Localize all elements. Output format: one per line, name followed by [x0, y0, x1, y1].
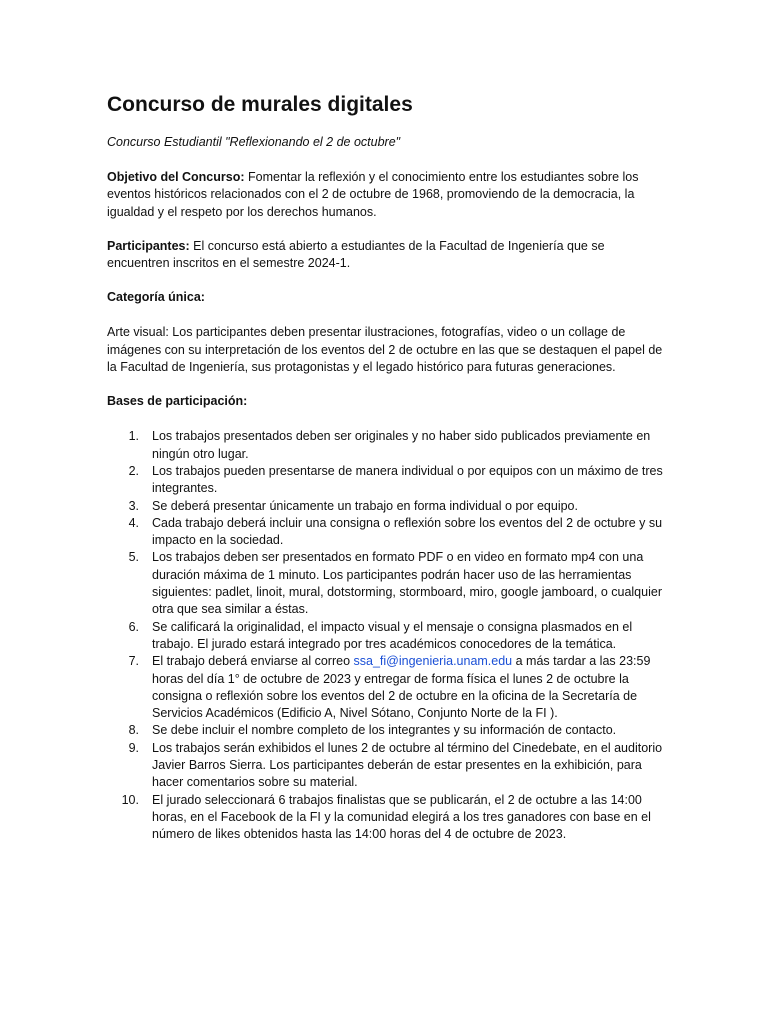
- list-item-number: 7.: [128, 654, 139, 669]
- list-item-text: Los trabajos pueden presentarse de manera individual o por equipos con un máximo de tres integrantes.: [152, 463, 663, 496]
- list-item-text: Se debe incluir el nombre completo de los integrantes y su información de contacto.: [152, 723, 617, 738]
- list-item: [107, 792, 668, 844]
- list-item-text: Se deberá presentar únicamente un trabajo en forma individual o por equipo.: [152, 498, 578, 513]
- list-item-number: 4.: [128, 515, 139, 530]
- list-item: [107, 498, 668, 515]
- email-link[interactable]: ssa_fi@ingenieria.unam.edu: [353, 654, 513, 669]
- objective-label: Objetivo del Concurso:: [107, 170, 245, 184]
- participants-text: El concurso está abierto a estudiantes de la Facultad de Ingeniería que se encuentren inscritos en el semestre 2024-1.: [107, 238, 605, 271]
- bases-heading: Bases de participación:: [107, 394, 248, 409]
- objective-paragraph: [107, 169, 668, 221]
- list-item: [107, 463, 668, 498]
- document-subtitle: Concurso Estudiantil "Reflexionando el 2 de octubre": [107, 135, 401, 149]
- list-item-number: 9.: [128, 740, 139, 755]
- list-item: [107, 653, 668, 722]
- category-text: Arte visual: Los participantes deben presentar ilustraciones, fotografías, video o un collage de imágenes con su interpretación de los eventos del 2 de octubre en las que se destaquen el papel de la Facultad de Ingeniería, sus protagonistas y el legado histórico para futuras generaciones.: [107, 325, 663, 375]
- list-item: [107, 549, 668, 618]
- list-item-text-after: a más tardar a las 23:59 horas del día 1° de octubre de 2023 y entregar de forma física el lunes 2 de octubre la consigna o reflexión sobre los eventos del 2 de octubre en la oficina de la Secretaría de Servicios Académicos (Edificio A, Nivel Sótano, Conjunto Norte de la FI ).: [152, 654, 651, 721]
- list-item-text: El jurado seleccionará 6 trabajos finalistas que se publicarán, el 2 de octubre a las 14:00 horas, en el Facebook de la FI y la comunidad elegirá a los tres ganadores con base en el número de likes obtenidos hasta las 14:00 horas del 4 de octubre de 2023.: [152, 792, 651, 842]
- bases-list: [107, 428, 668, 843]
- list-item: [107, 722, 668, 739]
- category-heading: Categoría única:: [107, 290, 205, 305]
- list-item: [107, 740, 668, 792]
- objective-text: Fomentar la reflexión y el conocimiento entre los estudiantes sobre los eventos históricos relacionados con el 2 de octubre de 1968, promoviendo de la democracia, la igualdad y el respeto por los derechos humanos.: [107, 170, 639, 219]
- list-item: [107, 515, 668, 550]
- list-item-text: Los trabajos serán exhibidos el lunes 2 de octubre al término del Cinedebate, en el auditorio Javier Barros Sierra. Los participantes deberán de estar presentes en la exhibición, para hacer comentarios sobre su material.: [152, 740, 663, 790]
- list-item-number: 3.: [128, 498, 139, 513]
- list-item: [107, 619, 668, 654]
- list-item-number: 10.: [121, 792, 139, 807]
- list-item-number: 2.: [128, 463, 139, 478]
- list-item-number: 5.: [128, 550, 139, 565]
- list-item-text: Los trabajos presentados deben ser originales y no haber sido publicados previamente en ningún otro lugar.: [152, 429, 651, 461]
- list-item-text: Cada trabajo deberá incluir una consigna o reflexión sobre los eventos del 2 de octubre y su impacto en la sociedad.: [152, 515, 663, 548]
- participants-label: Participantes:: [107, 238, 190, 253]
- list-item-number: 6.: [128, 619, 139, 634]
- list-item: [107, 428, 668, 463]
- list-item-text: Los trabajos deben ser presentados en formato PDF o en video en formato mp4 con una duración máxima de 1 minuto. Los participantes podrán hacer uso de las herramientas siguientes: padlet, linoit, mural, dotstorming, stormboard, miro, google jamboard, o cualquier otra que sea similar a éstas.: [152, 550, 662, 617]
- document-title: Concurso de murales digitales: [107, 93, 413, 116]
- list-item-text: Se calificará la originalidad, el impacto visual y el mensaje o consigna plasmados en el trabajo. El jurado estará integrado por tres académicos conocedores de la temática.: [152, 619, 633, 651]
- list-item-number: 1.: [128, 429, 139, 444]
- list-item-text-before: El trabajo deberá enviarse al correo: [152, 654, 354, 669]
- participants-paragraph: [107, 238, 668, 273]
- list-item-number: 8.: [128, 723, 139, 738]
